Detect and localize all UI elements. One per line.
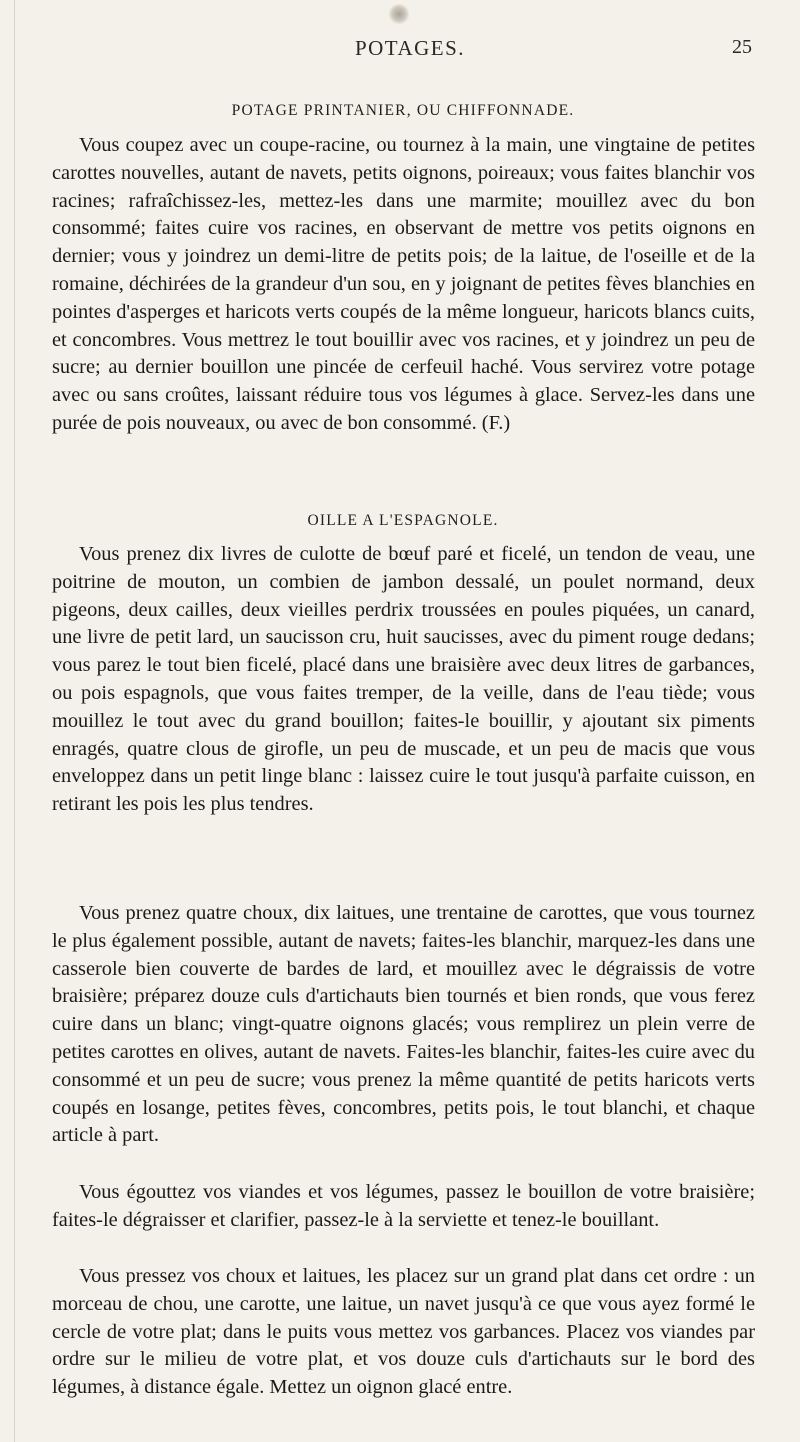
page-number: 25 — [732, 36, 752, 58]
paragraph-oille-vegetables: Vous prenez quatre choux, dix laitues, une trentaine de carottes, que vous tournez le plus également possible, autant de navets; faites-les blanchir, marquez-les dans une casserole bien couverte de bardes de lard, et mouillez avec le dégraissis de votre braisière; préparez douze culs d'artichauts bien tournés et bien ronds, que vous ferez cuire dans un blanc; vingt-quatre oignons glacés; vous remplirez un plein verre de petites carottes en olives, autant de navets. Faites-les blanchir, faites-les cuire avec du consommé et un peu de sucre; vous prenez la même quantité de petits haricots verts coupés en losange, petites fèves, concombres, petits pois, le tout blanchi, et chaque article à part. — [52, 902, 755, 1147]
running-title: POTAGES. — [354, 36, 466, 60]
ink-smudge — [388, 4, 410, 24]
paragraph-oille-plating: Vous pressez vos choux et laitues, les placez sur un grand plat dans cet ordre : un morceau de chou, une carotte, une laitue, un navet jusqu'à ce que vous ayez formé le cercle de votre plat; dans le puits vous mettez vos garbances. Placez vos viandes par ordre sur le milieu de votre plat, et vos douze culs d'artichauts sur le bord des légumes, à distance égale. Mettez un oignon glacé entre. — [52, 1265, 755, 1399]
paragraph-potage-printanier: Vous coupez avec un coupe-racine, ou tournez à la main, une vingtaine de petites carottes nouvelles, autant de navets, petits oignons, poireaux; vous faites blanchir vos racines; rafraîchissez-les, mettez-les dans une marmite; mouillez avec du bon consommé; faites cuire vos racines, en observant de mettre vos petits oignons en dernier; vous y joindrez un demi-litre de petits pois; de la laitue, de l'oseille et de la romaine, déchirées de la grandeur d'un sou, en y joignant de petites fèves blanchies en pointes d'asperges et haricots verts coupés de la même longueur, haricots blancs cuits, et concombres. Vous mettrez le tout bouillir avec vos racines, et y joindrez un peu de sucre; au dernier bouillon une pincée de cerfeuil haché. Vous servirez votre potage avec ou sans croûtes, laissant réduire tous vos légumes à glace. Servez-les dans une purée de pois nouveaux, ou avec de bon consommé. (F.) — [52, 134, 755, 434]
section-heading-oille-espagnole: OILLE A L'ESPAGNOLE. — [307, 512, 499, 529]
paragraph-oille-broth: Vous égouttez vos viandes et vos légumes, passez le bouillon de votre braisière; faites-le dégraisser et clarifier, passez-le à la serviette et tenez-le bouillant. — [52, 1181, 755, 1231]
paragraph-oille-meats: Vous prenez dix livres de culotte de bœuf paré et ficelé, un tendon de veau, une poitrine de mouton, un combien de jambon dessalé, un poulet normand, deux pigeons, deux cailles, deux vieilles perdrix troussées en poules piquées, un canard, une livre de petit lard, un saucisson cru, huit saucisses, avec du piment rouge dedans; vous parez le tout bien ficelé, placé dans une braisière avec deux litres de garbances, ou pois espagnols, que vous faites tremper, de la veille, dans de l'eau tiède; vous mouillez le tout avec du grand bouillon; faites-le bouillir, y ajoutant six piments enragés, quatre clous de girofle, un peu de muscade, et un peu de macis que vous enveloppez dans un petit linge blanc : laissez cuire le tout jusqu'à parfaite cuisson, en retirant les pois les plus tendres. — [52, 543, 755, 816]
page-edge-line — [14, 0, 15, 1442]
running-head — [60, 36, 760, 66]
section-heading-potage-printanier: POTAGE PRINTANIER, OU CHIFFONNADE. — [231, 102, 575, 119]
